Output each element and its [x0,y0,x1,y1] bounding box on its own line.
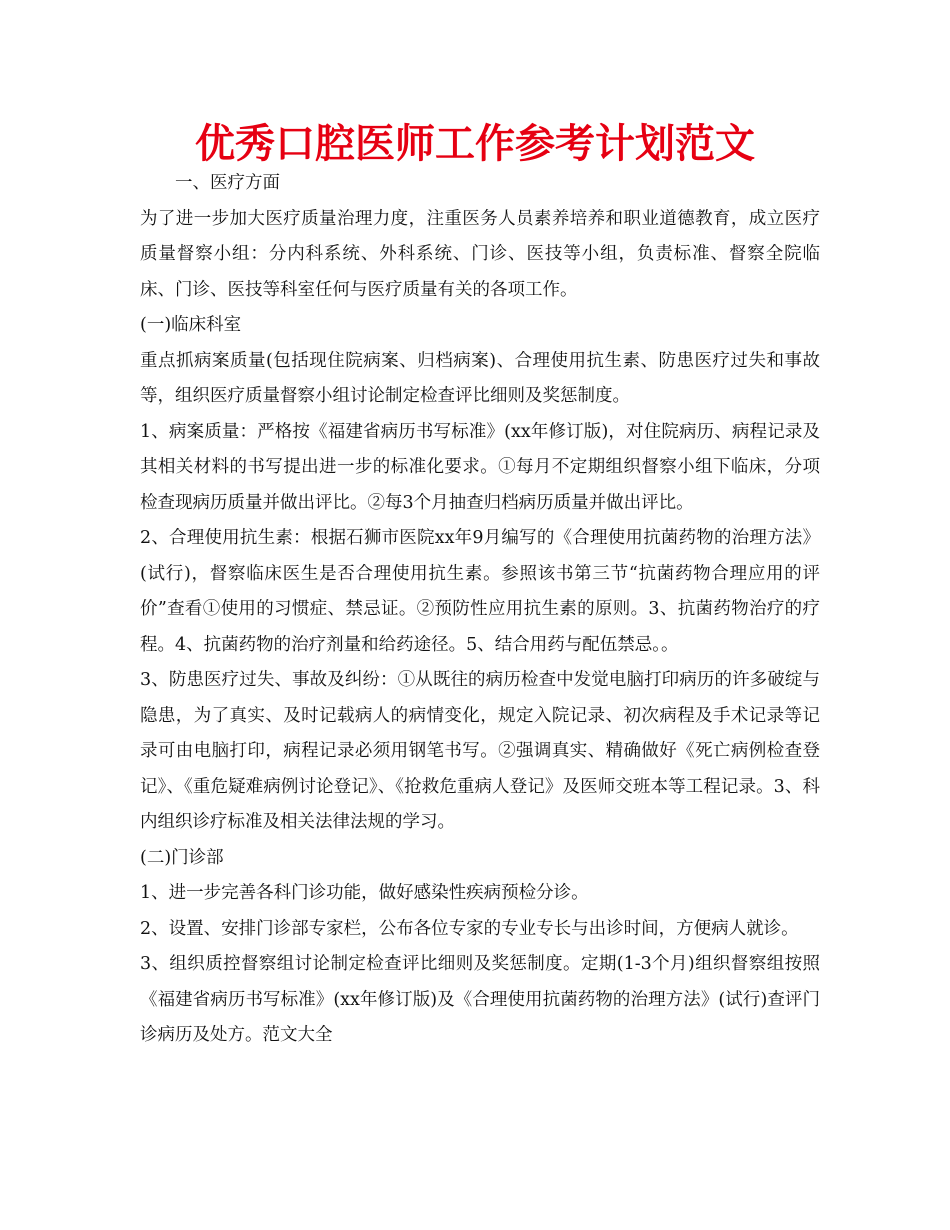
paragraph-antibiotics: 2、合理使用抗生素：根据石狮市医院xx年9月编写的《合理使用抗菌药物的治理方法》(试行)，督察临床医生是否合理使用抗生素。参照该书第三节“抗菌药物合理应用的评价”查看①使用的习惯症、禁忌证。②预防性应用抗生素的原则。3、抗菌药物治疗的疗程。4、抗菌药物的治疗剂量和给药途径。5、结合用药与配伍禁忌。。 [140,528,820,655]
document-body [140,166,820,1054]
paragraph-intro: 为了进一步加大医疗质量治理力度，注重医务人员素养培养和职业道德教育，成立医疗质量督察小组：分内科系统、外科系统、门诊、医技等小组，负责标准、督察全院临床、门诊、医技等科室任何与医疗质量有关的各项工作。 [140,208,820,300]
subsection-heading-outpatient: (二)门诊部 [140,847,224,868]
section-heading-medical: 一、医疗方面 [175,173,280,193]
paragraph-record-quality: 1、病案质量：严格按《福建省病历书写标准》(xx年修订版)，对住院病历、病程记录及其相关材料的书写提出进一步的标准化要求。①每月不定期组织督察小组下临床，分项检查现病历质量并做出评比。②每3个月抽查归档病历质量并做出评比。 [140,421,820,513]
paragraph-error-prevention: 3、防患医疗过失、事故及纠纷：①从既往的病历检查中发觉电脑打印病历的许多破绽与隐患，为了真实、及时记载病人的病情变化，规定入院记录、初次病程及手术记录等记录可由电脑打印，病程记录必须用钢笔书写。②强调真实、精确做好《死亡病例检查登记》、《重危疑难病例讨论登记》、《抢救危重病人登记》及医师交班本等工程记录。3、科内组织诊疗标准及相关法律法规的学习。 [140,670,820,832]
paragraph-outpatient-3: 3、组织质控督察组讨论制定检查评比细则及奖惩制度。定期(1-3个月)组织督察组按照《福建省病历书写标准》(xx年修订版)及《合理使用抗菌药物的治理方法》(试行)查评门诊病历及处方。范文大全 [140,954,820,1045]
subsection-heading-clinical: (一)临床科室 [140,315,242,335]
document-title: 优秀口腔医师工作参考计划范文 [195,121,755,167]
paragraph-clinical-focus: 重点抓病案质量(包括现住院病案、归档病案)、合理使用抗生素、防患医疗过失和事故等，组织医疗质量督察小组讨论制定检查评比细则及奖惩制度。 [140,350,820,406]
paragraph-outpatient-2: 2、设置、安排门诊部专家栏，公布各位专家的专业专长与出诊时间，方便病人就诊。 [140,918,799,939]
paragraph-outpatient-1: 1、进一步完善各科门诊功能，做好感染性疾病预检分诊。 [140,883,589,903]
